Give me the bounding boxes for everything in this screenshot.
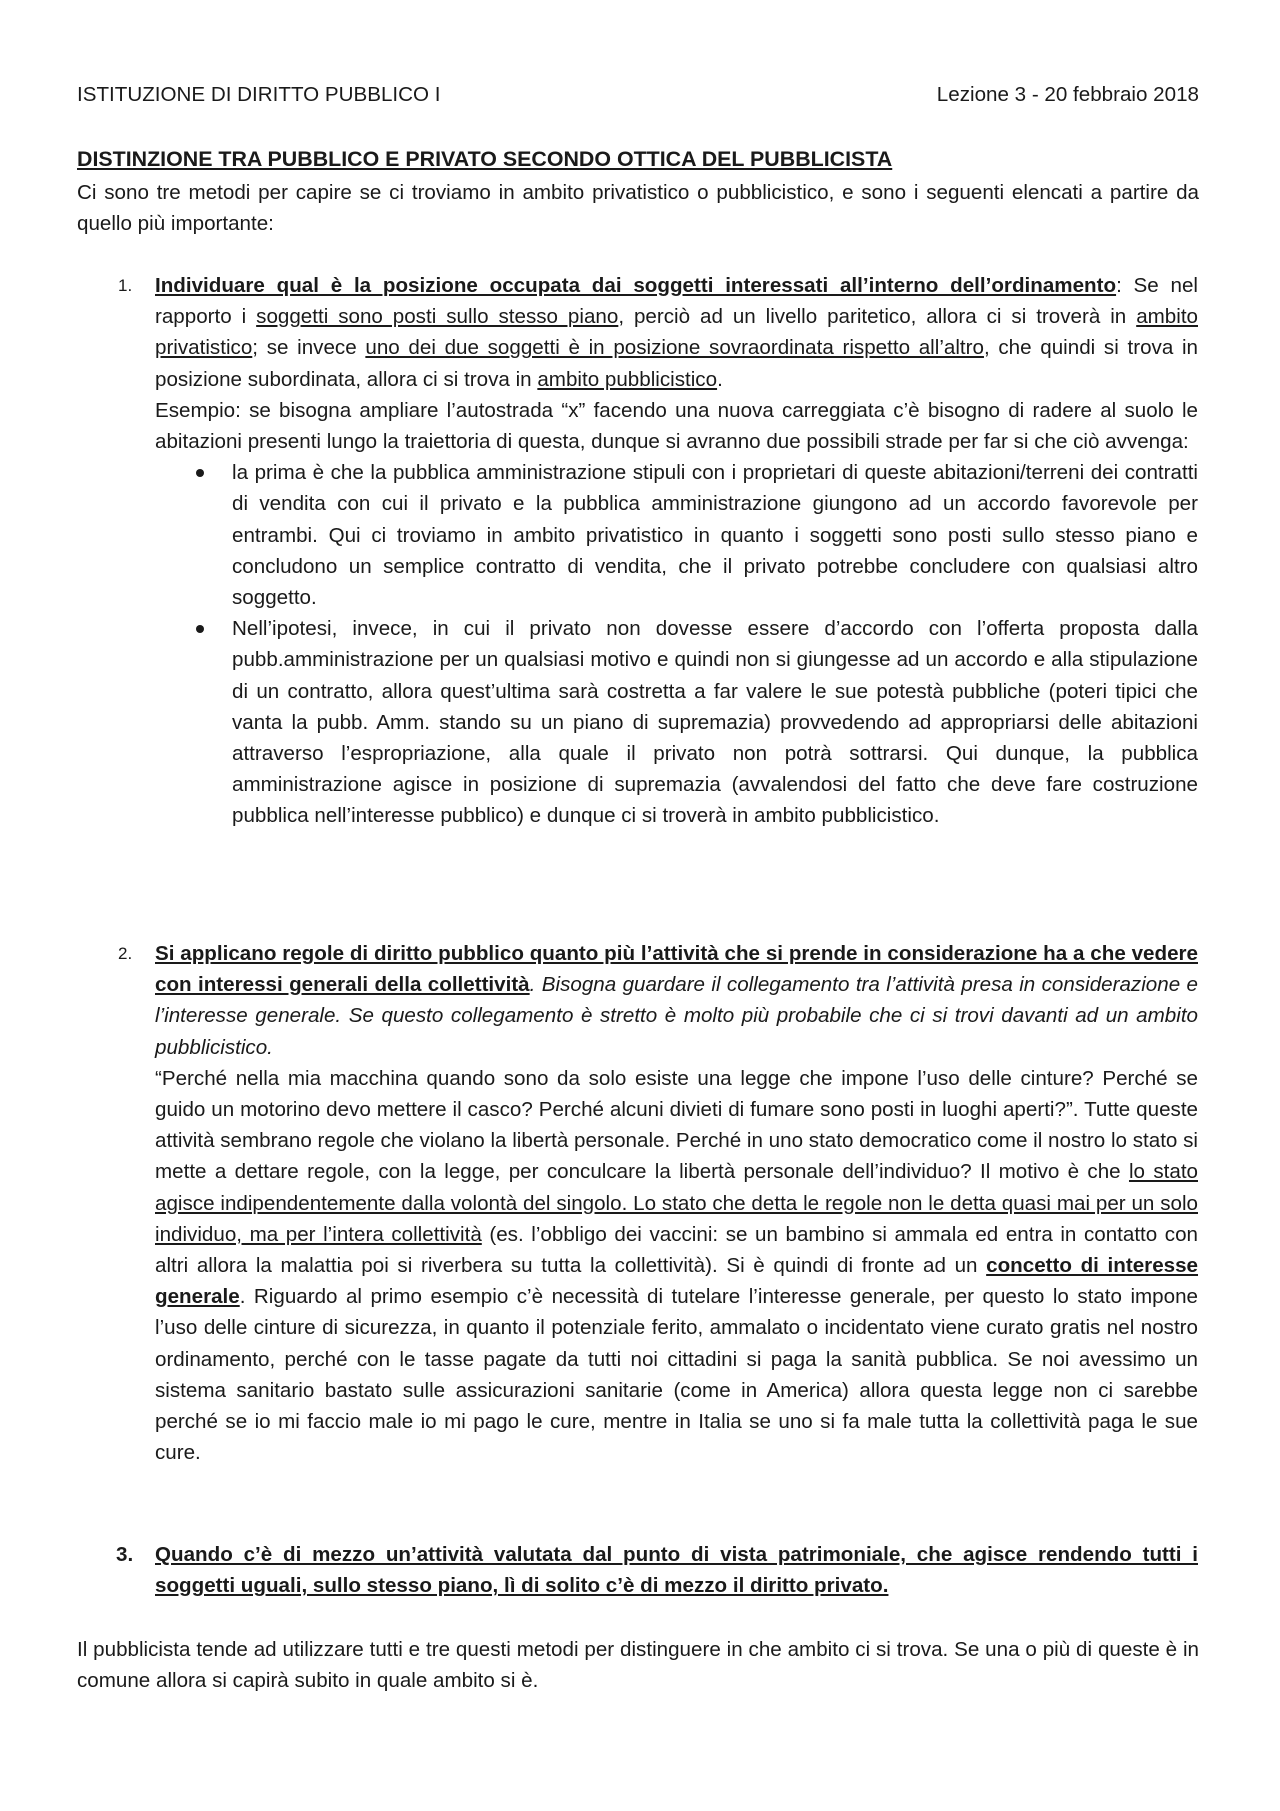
item2-text-1: “Perché nella mia macchina quando sono da solo esiste una legge che impone l’uso delle cinture? Perché se guido un motorino devo mettere il casco? Perché alcuni divieti di fumare sono posti in luoghi aperti?”. Tutte queste attività sembrano regole che violano la libertà personale. Perché in uno stato democratico come il nostro lo stato si mette a dettare regole, con la legge, per conculcare la libertà personale dell’individuo? Il motivo è che bbox=[155, 1066, 1198, 1184]
page-header bbox=[77, 80, 1199, 110]
item2-heading-paragraph bbox=[155, 938, 1198, 1063]
list-number-1: 1. bbox=[118, 276, 133, 295]
bullet-text-1: la prima è che la pubblica amministrazione stipuli con i proprietari di queste abitazioni/terreni dei contratti di vendita con cui il privato e la pubblica amministrazione giungono ad un accordo favorevole per entrambi. Qui ci troviamo in ambito privatistico in quanto i soggetti sono posti sullo stesso piano e concludono un semplice contratto di vendita, che il privato potrebbe concludere con qualsiasi altro soggetto. bbox=[232, 461, 1198, 610]
item2-text-3: . Riguardo al primo esempio c’è necessità di tutelare l’interesse generale, per questo lo stato impone l’uso delle cinture di sicurezza, in quanto il potenziale ferito, ammalato o incidentato viene curato gratis nel nostro ordinamento, perché con le tasse pagate da tutti noi cittadini si paga la sanità pubblica. Se noi avessimo un sistema sanitario bastato sulle assicurazioni sanitarie (come in America) allora questa legge non ci sarebbe perché se io mi faccio male io mi pago le cure, mentre in Italia se uno si fa male tutta la collettività paga le sue cure. bbox=[155, 1285, 1198, 1465]
item1-underline-1: soggetti sono posti sullo stesso piano bbox=[256, 305, 619, 329]
item3-heading: Quando c’è di mezzo un’attività valutata dal punto di vista patrimoniale, che agisce rendendo tutti i soggetti uguali, sullo stesso piano, lì di solito c’è di mezzo il diritto privato. bbox=[155, 1543, 1198, 1598]
item1-heading: Individuare qual è la posizione occupata dai soggetti interessati all’interno dell’ordinamento bbox=[155, 274, 1117, 297]
bullet-item-2 bbox=[232, 613, 1198, 831]
course-title: ISTITUZIONE DI DIRITTO PUBBLICO I bbox=[77, 83, 441, 106]
item1-underline-3: uno dei due soggetti è in posizione sovraordinata rispetto all’altro bbox=[365, 336, 984, 360]
item1-text-5: . bbox=[717, 367, 723, 391]
item2-underline-1: lo stato agisce indipendentemente dalla volontà del singolo. Lo stato che detta le regole non le detta quasi mai per un solo individuo, ma per l’intera collettività bbox=[155, 1160, 1198, 1246]
item1-underline-2: ambito privatistico bbox=[155, 305, 1198, 360]
list-number-2: 2. bbox=[118, 944, 133, 963]
intro-paragraph: Ci sono tre metodi per capire se ci troviamo in ambito privatistico o pubblicistico, e sono i seguenti elencati a partire da quello più importante: bbox=[77, 181, 1199, 236]
list-item-1 bbox=[155, 270, 1198, 832]
item1-text-1: : Se nel rapporto i bbox=[155, 274, 1198, 329]
bullet-icon bbox=[196, 469, 204, 477]
item1-text-2: , perciò ad un livello paritetico, allora ci si troverà in bbox=[618, 305, 1137, 329]
list-item-2 bbox=[155, 938, 1198, 1468]
bullet-text-2: Nell’ipotesi, invece, in cui il privato non dovesse essere d’accordo con l’offerta proposta dalla pubb.amministrazione per un qualsiasi motivo e quindi non si giungesse ad un accordo e alla stipulazione di un contratto, allora quest’ultima sarà costretta a far valere le sue potestà pubbliche (poteri tipici che vanta la pubb. Amm. stando su un piano di supremazia) provvedendo ad appropriarsi delle abitazioni attraverso l’espropriazione, alla quale il privato non potrà sottrarsi. Qui dunque, la pubblica amministrazione agisce in posizione di supremazia (avvalendosi del fatto che deve fare costruzione pubblica nell’interesse pubblico) e dunque ci si troverà in ambito pubblicistico. bbox=[232, 617, 1198, 828]
item1-text-3: ; se invece bbox=[252, 336, 366, 360]
item1-underline-4: ambito pubblicistico bbox=[537, 367, 718, 391]
item2-italic-text: . Bisogna guardare il collegamento tra l’attività presa in considerazione e l’interesse generale. Se questo collegamento è stretto è molto più probabile che ci si trovi davanti ad un ambito pubblicistico. bbox=[155, 973, 1198, 1059]
item2-text-2: (es. l’obbligo dei vaccini: se un bambino si ammala ed entra in contatto con altri allora la malattia poi si riverbera su tutta la collettività). Si è quindi di fronte ad un bbox=[155, 1222, 1199, 1278]
item2-body bbox=[155, 1063, 1198, 1469]
list-number-3: 3. bbox=[116, 1543, 134, 1566]
section-title: DISTINZIONE TRA PUBBLICO E PRIVATO SECONDO OTTICA DEL PUBBLICISTA bbox=[77, 147, 893, 171]
item2-heading: Si applicano regole di diritto pubblico quanto più l’attività che si prende in considerazione ha a che vedere con interessi generali della collettività bbox=[155, 942, 1198, 997]
item1-bullet-list bbox=[155, 457, 1198, 831]
bullet-icon bbox=[196, 625, 204, 633]
item1-example: Esempio: se bisogna ampliare l’autostrada “x” facendo una nuova carreggiata c’è bisogno di radere al suolo le abitazioni presenti lungo la traiettoria di questa, dunque si avranno due possibili strade per far si che ciò avvenga: bbox=[155, 398, 1198, 454]
bullet-item-1 bbox=[232, 457, 1198, 613]
item1-paragraph bbox=[155, 270, 1198, 395]
lesson-date: Lezione 3 - 20 febbraio 2018 bbox=[936, 83, 1199, 106]
item1-text-4: , che quindi si trova in posizione subordinata, allora ci si trova in bbox=[155, 336, 1198, 391]
list-item-3 bbox=[155, 1539, 1198, 1601]
item2-key-concept: concetto di interesse generale bbox=[155, 1254, 1199, 1309]
closing-paragraph: Il pubblicista tende ad utilizzare tutti e tre questi metodi per distinguere in che ambito ci si trova. Se una o più di queste è in comune allora si capirà subito in quale ambito si è. bbox=[77, 1638, 1199, 1693]
